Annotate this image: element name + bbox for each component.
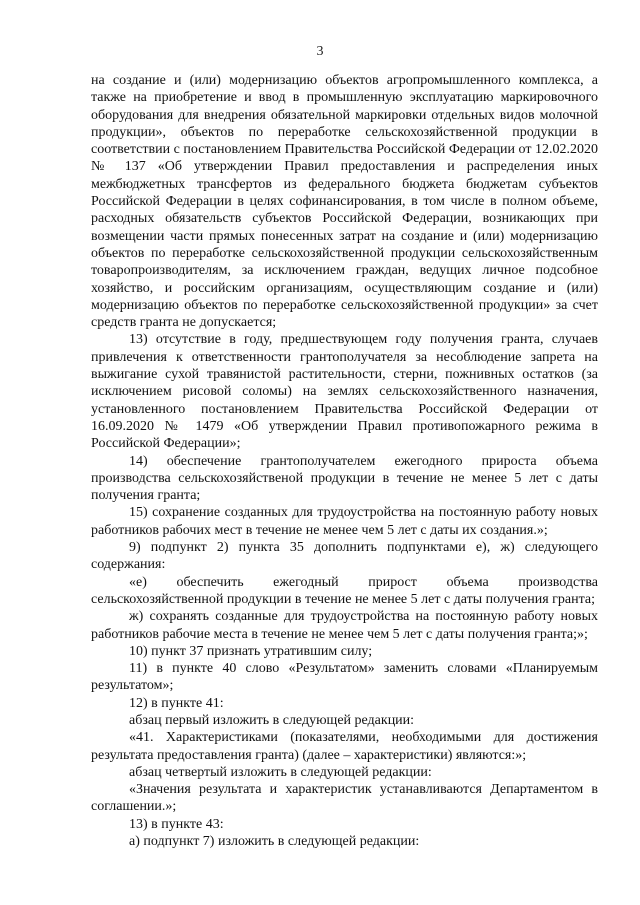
paragraph: 11) в пункте 40 слово «Результатом» заменить словами «Планируемым результатом»; (91, 661, 598, 694)
paragraph: 15) сохранение созданных для трудоустройства на постоянную работу новых работников рабочих мест в течение не менее чем 5 лет с даты их создания.»; (91, 505, 598, 538)
paragraph: 10) пункт 37 признать утратившим силу; (129, 643, 373, 659)
paragraph: 14) обеспечение грантополучателем ежегодного прироста объема производства сельскохозяйственой продукции в течение не менее 5 лет с даты получения гранта; (91, 453, 598, 504)
paragraph: а) подпункт 7) изложить в следующей редакции: (129, 834, 420, 850)
paragraph: 12) в пункте 41: (129, 695, 224, 711)
paragraph: 13) в пункте 43: (129, 816, 224, 832)
page-number: 3 (316, 44, 324, 59)
paragraph: 9) подпункт 2) пункта 35 дополнить подпунктами е), ж) следующего содержания: (91, 540, 598, 573)
paragraph: абзац первый изложить в следующей редакции: (129, 712, 415, 728)
paragraph: «е) обеспечить ежегодный прирост объема производства сельскохозяйственной продукции в течение не менее 5 лет с даты получения гранта; (91, 574, 598, 607)
paragraph: 13) отсутствие в году, предшествующем году получения гранта, случаев привлечения к ответственности грантополучателя за несоблюдение запрета на выжигание сухой травянистой растительности, стерни, пожнивных остатков (за исключением рисовой соломы) на землях сельскохозяйственного назначения, установленного постановлением Правительства Российской Федерации от 16.09.2020 № 1479 «Об утверждении Правил противопожарного режима в Российской Федерации»; (91, 332, 598, 452)
document-body (91, 72, 598, 850)
paragraph: «41. Характеристиками (показателями, необходимыми для достижения результата предоставления гранта) (далее – характеристики) являются:»; (91, 730, 598, 763)
paragraph: абзац четвертый изложить в следующей редакции: (129, 764, 432, 780)
paragraph: ж) сохранять созданные для трудоустройства на постоянную работу новых работников рабочие места в течение не менее чем 5 лет с даты получения гранта;»; (91, 609, 598, 642)
paragraph: на создание и (или) модернизацию объектов агропромышленного комплекса, а также на приобретение и ввод в промышленную эксплуатацию маркировочного оборудования для внедрения обязательной маркировки отдельных видов молочной продукции», объектов по переработке сельскохозяйственной продукции в соответствии с постановлением Правительства Российской Федерации от 12.02.2020 № 137 «Об утверждении Правил предоставления и распределения иных межбюджетных трансфертов из федерального бюджета бюджетам субъектов Российской Федерации в целях софинансирования, в том числе в полном объеме, расходных обязательств субъектов Российской Федерации, возникающих при возмещении части прямых понесенных затрат на создание и (или) модернизацию объектов по переработке сельскохозяйственной продукции сельскохозяйственным товаропроизводителям, за исключением граждан, ведущих личное подсобное хозяйство, и российским организациям, осуществляющим создание и (или) модернизацию объектов по переработке сельскохозяйственной продукции» за счет средств гранта не допускается; (91, 73, 598, 331)
paragraph: «Значения результата и характеристик устанавливаются Департаментом в соглашении.»; (91, 782, 598, 815)
